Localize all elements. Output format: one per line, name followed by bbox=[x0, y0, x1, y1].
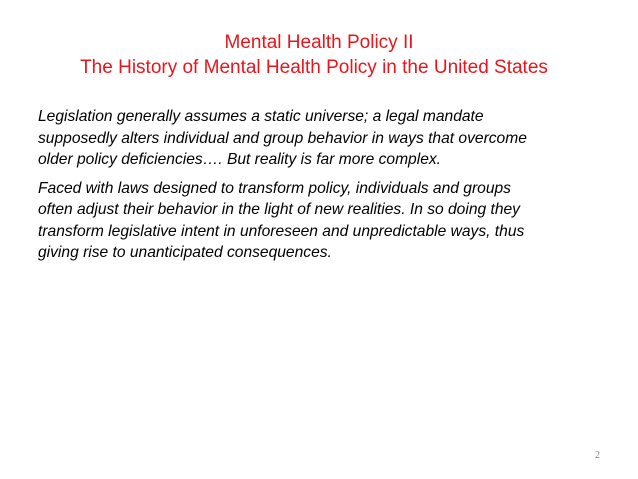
slide-body bbox=[38, 106, 618, 271]
quote-paragraph-1 bbox=[38, 106, 618, 171]
slide-title bbox=[0, 30, 638, 80]
title-line-2: The History of Mental Health Policy in the United States bbox=[80, 57, 548, 78]
text-line: transform legislative intent in unforeseen and unpredictable ways, thus bbox=[38, 222, 525, 240]
text-line: giving rise to unanticipated consequences. bbox=[38, 244, 332, 261]
text-line: often adjust their behavior in the light of new realities. In so doing they bbox=[38, 201, 520, 218]
text-line: Faced with laws designed to transform policy, individuals and groups bbox=[38, 179, 511, 197]
title-line-1: Mental Health Policy II bbox=[224, 32, 414, 53]
text-line: Legislation generally assumes a static universe; a legal mandate bbox=[38, 108, 484, 125]
text-line: older policy deficiencies…. But reality is far more complex. bbox=[38, 151, 441, 168]
quote-paragraph-2 bbox=[38, 178, 618, 264]
text-line: supposedly alters individual and group behavior in ways that overcome bbox=[38, 129, 527, 147]
page-number: 2 bbox=[595, 450, 600, 461]
